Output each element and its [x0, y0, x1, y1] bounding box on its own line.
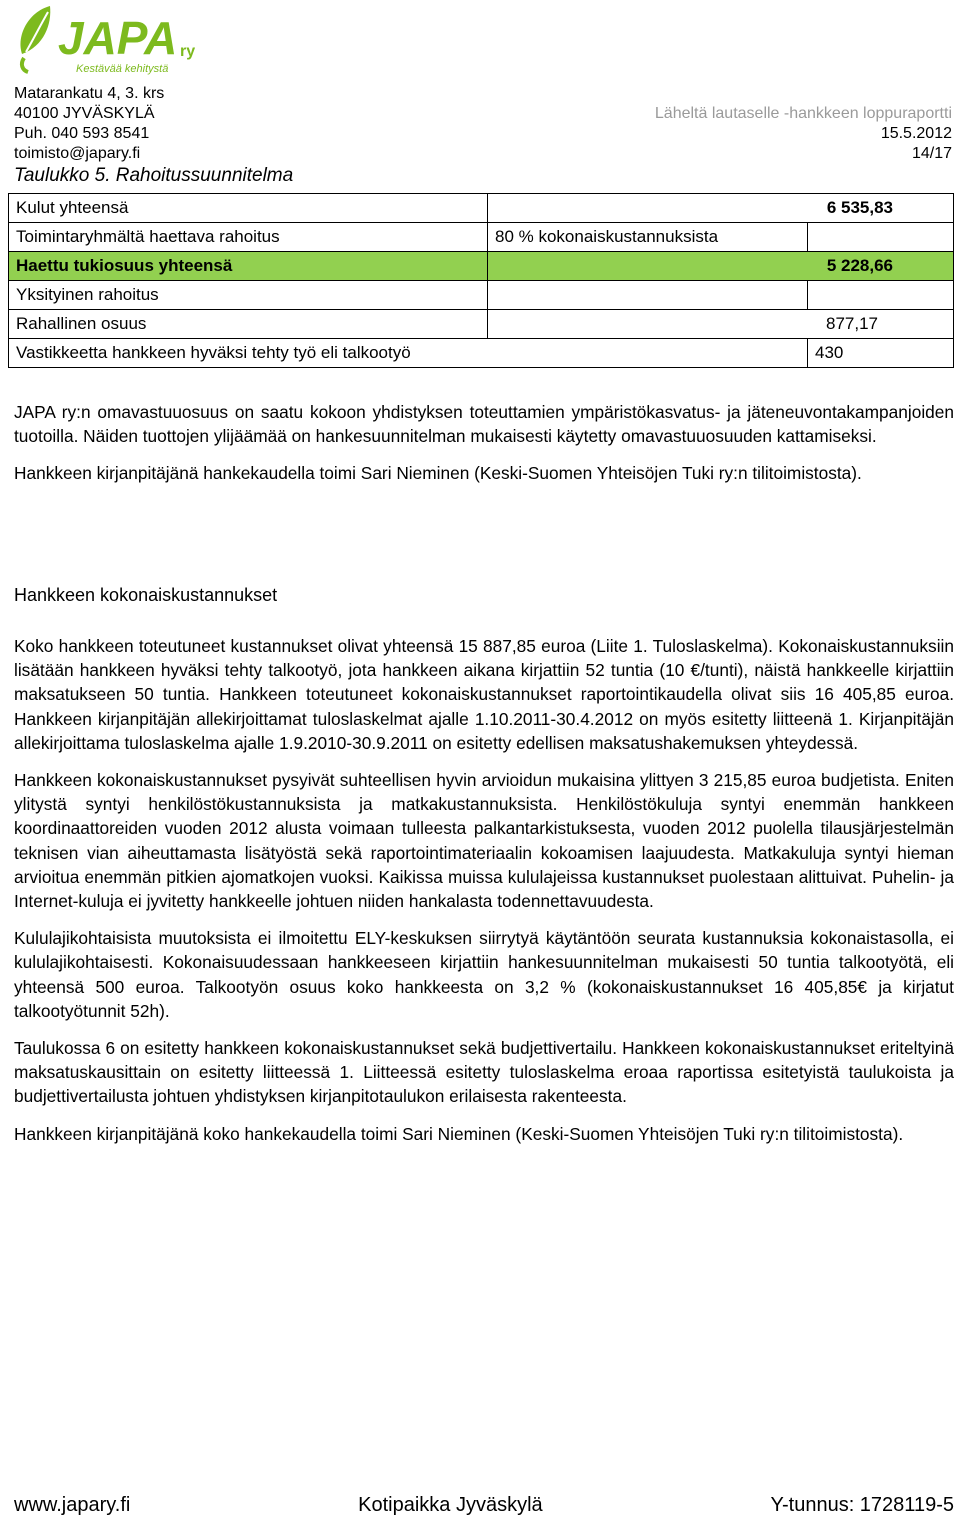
row-label: Rahallinen osuus [9, 310, 488, 339]
report-title: Läheltä lautaselle -hankkeen loppuraportti [654, 105, 952, 122]
paragraph: Kululajikohtaisista muutoksista ei ilmoitettu ELY-keskuksen siirrytyä käytäntöön seurata kustannuksia kokonaistasolla, ei kululajikohtaisesti. Kokonaisuudessaan hankkeeseen kirjattiin hankesuunnitelman mukaisesti 50 tuntia talkootyötä, eli yhteensä 500 euroa. Talkootyön osuus koko hankkeesta on 3,2 % (kokonaiskustannukset 16 405,85€ ja kirjatut talkootyötunnit 52h). [14, 928, 954, 1021]
row-mid [488, 281, 808, 310]
report-info [655, 104, 952, 164]
row-label: Kulut yhteensä [9, 194, 488, 223]
table-row [9, 281, 954, 310]
paragraph: Koko hankkeen toteutuneet kustannukset olivat yhteensä 15 887,85 euroa (Liite 1. Tuloslaskelma). Kokonaiskustannuksiin lisätään hankkeen hyväksi tehty talkootyö, jota hankkeen aikana kirjattiin 52 tuntia (10 €/tunti), näistä hankkeelle kirjattiin maksatukseen 50 tuntia. Hankkeen toteutuneet kokonaiskustannukset raportointikaudella olivat siis 16 405,85 euroa. Hankkeen kirjanpitäjän allekirjoittamat tuloslaskelmat ajalle 1.10.2011-30.4.2012 on myös esitetty liitteenä 1. Kirjanpitäjän allekirjoittama tuloslaskelma ajalle 1.9.2010-30.9.2011 on esitetty edellisen maksatushakemuksen yhteydessä. [14, 636, 954, 753]
address-street: Matarankatu 4, 3. krs [14, 85, 165, 102]
table-row [9, 252, 954, 281]
table-row [9, 194, 954, 223]
row-label: Haettu tukiosuus yhteensä [9, 252, 488, 281]
row-value: 430 [808, 339, 954, 368]
row-value [808, 281, 954, 310]
footer-website[interactable]: www.japary.fi [14, 1494, 131, 1516]
intro-text [14, 400, 954, 499]
japa-logo [14, 2, 204, 76]
paragraph: Hankkeen kirjanpitäjänä koko hankekaudella toimi Sari Nieminen (Keski-Suomen Yhteisöjen Tuki ry:n tilitoimistosta). [14, 1123, 904, 1144]
row-value [808, 223, 954, 252]
address-city: 40100 JYVÄSKYLÄ [14, 105, 155, 122]
table-caption: Taulukko 5. Rahoitussuunnitelma [14, 165, 294, 186]
logo-suffix: ry [180, 43, 196, 60]
cost-text [14, 634, 954, 1159]
footer-business-id: Y-tunnus: 1728119-5 [770, 1494, 954, 1516]
table-row [9, 310, 954, 339]
row-value: 6 535,83 [488, 194, 954, 223]
table-row [9, 223, 954, 252]
row-mid: 80 % kokonaiskustannuksista [488, 223, 808, 252]
row-label: Yksityinen rahoitus [9, 281, 488, 310]
page-number: 14/17 [911, 145, 952, 162]
page-footer [14, 1494, 954, 1517]
row-value: 877,17 [488, 310, 954, 339]
report-date: 15.5.2012 [880, 125, 952, 142]
leaf-icon [14, 2, 204, 76]
financing-table [8, 193, 954, 368]
address-phone: Puh. 040 593 8541 [14, 125, 150, 142]
logo-name: JAPA [58, 12, 178, 64]
paragraph: Hankkeen kirjanpitäjänä hankekaudella toimi Sari Nieminen (Keski-Suomen Yhteisöjen Tuki ry:n tilitoimistosta). [14, 463, 862, 484]
section-heading: Hankkeen kokonaiskustannukset [14, 585, 278, 605]
table-row [9, 339, 954, 368]
row-label: Vastikkeetta hankkeen hyväksi tehty työ eli talkootyö [9, 339, 808, 368]
address-block [14, 84, 164, 164]
address-email[interactable]: toimisto@japary.fi [14, 145, 141, 162]
paragraph: Hankkeen kokonaiskustannukset pysyivät suhteellisen hyvin arvioidun mukaisina ylittyen 3 215,85 euroa budjetista. Eniten ylitystä syntyi henkilöstökustannuksista ja matkakustannuksista. Henkilöstökuluja syntyi enemmän hankkeen koordinaattoreiden vuoden 2012 alusta voimaan tulleesta palkantarkistuksesta, vuoden 2012 puolella tilausjärjestelmän teknisen vian aiheuttamasta lisätyöstä sekä raportointimateriaalin kokoamisen laajuudesta. Matkakuluja syntyi hieman arvioitua enemmän pitkien ajomatkojen vuoksi. Kaikissa muissa kululajeissa kustannukset puolestaan alittuivat. Puhelin- ja Internet-kuluja ei jyvitetty hankkeelle johtuen niiden hankalasta todennettavuudesta. [14, 770, 954, 912]
row-label: Toimintaryhmältä haettava rahoitus [9, 223, 488, 252]
row-value: 5 228,66 [488, 252, 954, 281]
paragraph: JAPA ry:n omavastuuosuus on saatu kokoon yhdistyksen toteuttamien ympäristökasvatus- ja jäteneuvontakampanjoiden tuotoilla. Näiden tuottojen ylijäämää on hankesuunnitelman mukaisesti käytetty omavastuuosuuden kattamiseksi. [14, 402, 954, 447]
paragraph: Taulukossa 6 on esitetty hankkeen kokonaiskustannukset sekä budjettivertailu. Hankkeen kokonaiskustannukset eriteltyinä maksatuskausittain on esitetty liitteessä 1. Liitteessä esitetty tuloslaskelma eroaa raportissa esitetyistä taulukoista ja budjettivertailusta johtuen yhdistyksen kirjanpitotaulukon erilaisesta rakenteesta. [14, 1038, 954, 1107]
logo-tagline: Kestävää kehitystä [76, 63, 169, 75]
footer-domicile: Kotipaikka Jyväskylä [358, 1494, 543, 1516]
